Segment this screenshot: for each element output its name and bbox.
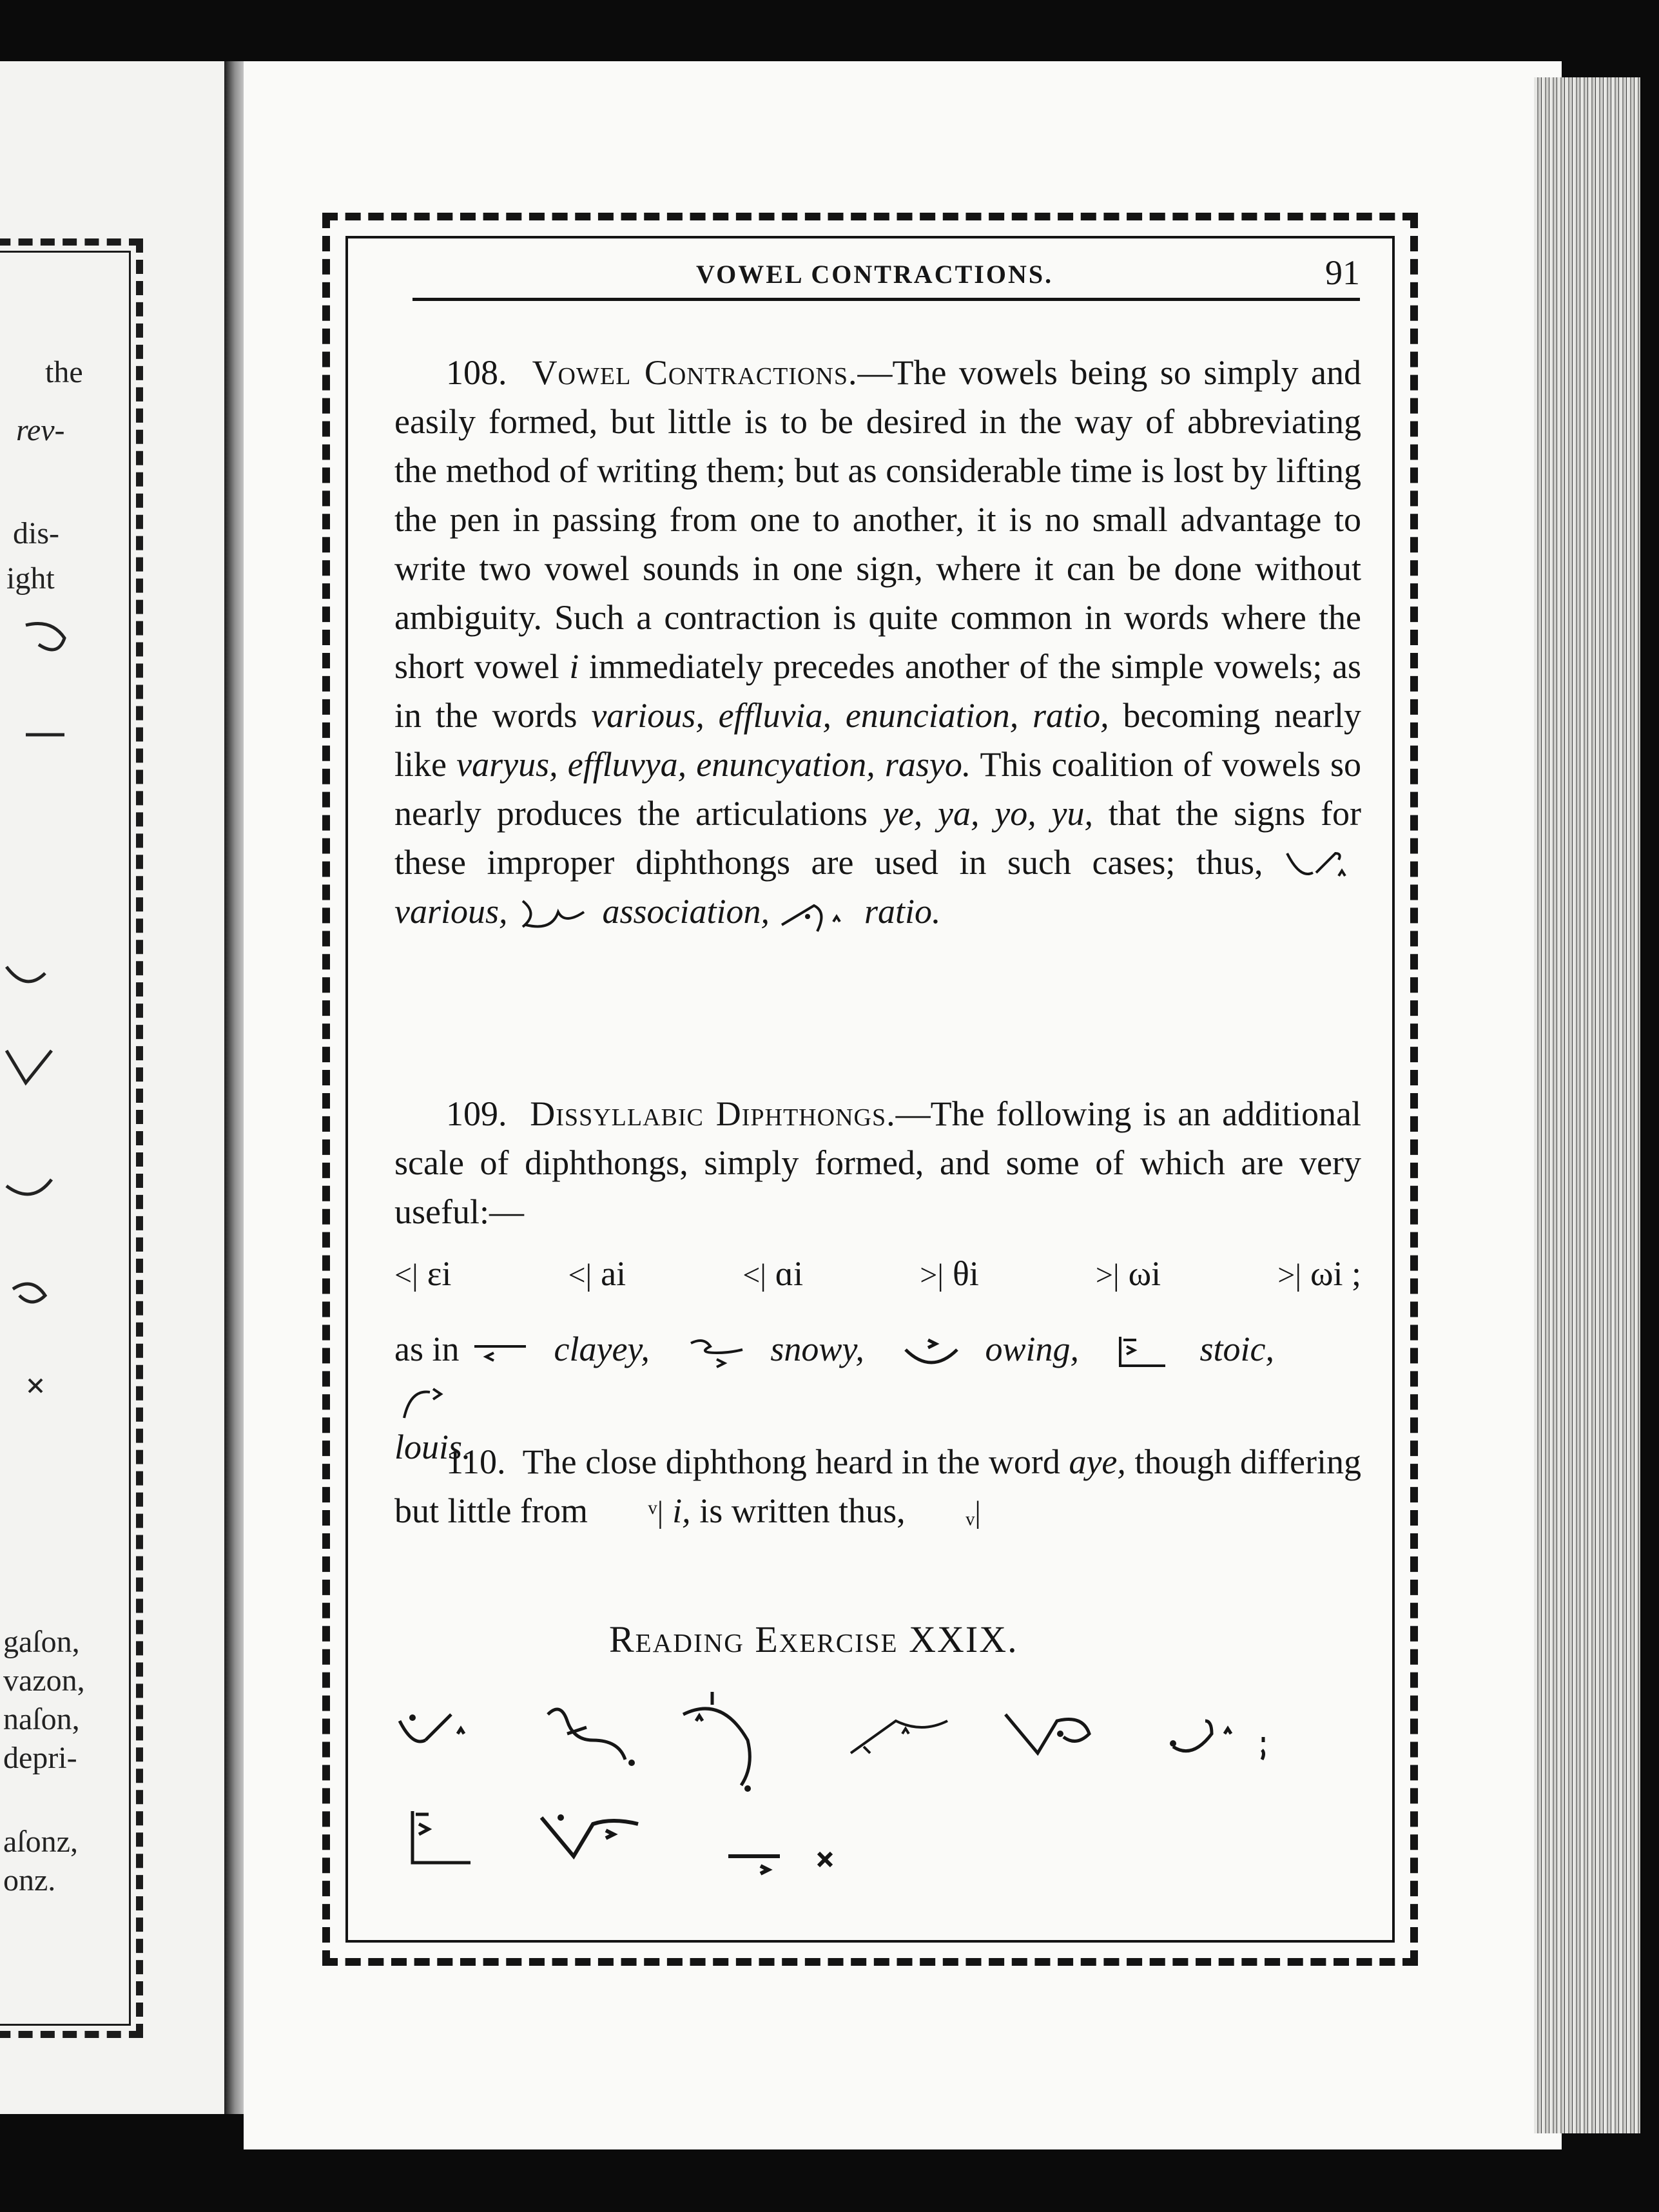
exercise-outline-icon	[541, 1702, 651, 1785]
exercise-shorthand-row	[387, 1689, 1321, 1818]
page-number: 91	[1325, 253, 1360, 292]
running-header	[412, 240, 1360, 301]
paragraph-110	[394, 1437, 1361, 1537]
exercise-title: Reading Exercise XXIX.	[609, 1618, 1018, 1660]
shorthand-louis-icon	[394, 1382, 472, 1421]
paragraph-108-text: 108. Vowel Contractions.—The vowels being so simply and easily formed, but little is to be desired in the way of abbreviating the method of writing them; but as considerable time is lost by lifting the pen in passing from one to another, it is no small advantage to write two vowel sounds in one sign, where it can be done without ambiguity. Such a contraction is quite common in words where the short vowel i immediately precedes another of the simple vowels; as in the words various, effluvia, enunciation, ratio, becoming nearly like varyus, effluvya, enuncyation, rasyo. This coalition of vowels so nearly produces the articulations ye, ya, yo, yu, that the signs for these improper diphthongs are used in such cases; thus, various, association, ratio.	[394, 348, 1361, 936]
exercise-outline-icon	[677, 1689, 773, 1818]
diphthong-item: >| ωi ;	[1277, 1254, 1361, 1293]
left-fragment: onz.	[3, 1863, 56, 1897]
exercise-outline-icon	[1160, 1708, 1276, 1772]
diphthong-sign-icon: <|	[568, 1258, 592, 1292]
left-fragment: ight	[6, 561, 55, 596]
shorthand-ratio-icon	[779, 896, 856, 935]
left-fragment: depri-	[3, 1741, 77, 1775]
exercise-outline-icon	[400, 1805, 483, 1876]
exercise-outline-icon	[999, 1708, 1102, 1779]
header-title: VOWEL CONTRACTIONS.	[696, 260, 1054, 289]
exercise-outline-icon	[844, 1708, 960, 1772]
section-heading: Vowel Contractions.	[532, 353, 858, 392]
exercise-shorthand-row	[387, 1805, 1321, 1934]
left-page-shorthand	[0, 606, 90, 1444]
paragraph-110-text: 110. The close diphthong heard in the word aye, though differing but little from ᵛ| i, is written thus, ᵥ|	[394, 1437, 1361, 1537]
page-edges	[1534, 77, 1640, 2133]
close-diphthong-sign-icon: ᵛ|	[648, 1495, 664, 1529]
shorthand-various-icon	[1284, 847, 1361, 886]
left-fragment: dis-	[13, 516, 59, 550]
left-fragment: gaſon,	[3, 1625, 80, 1659]
left-fragment: aſonz,	[3, 1825, 78, 1859]
diphthong-sign-icon: <|	[394, 1258, 418, 1292]
exercise-outline-icon	[393, 1702, 477, 1772]
section-heading: Dissyllabic Diphthongs.	[530, 1094, 896, 1133]
paragraph-109	[394, 1089, 1361, 1236]
diphthong-sign-icon: <|	[742, 1258, 766, 1292]
diphthong-sign-icon: >|	[1095, 1258, 1120, 1292]
shorthand-association-icon	[516, 896, 594, 935]
diphthong-item: <| ɑi	[742, 1254, 804, 1293]
paragraph-109-examples: as in clayey, snowy, owing, stoic, louis.	[394, 1330, 1274, 1466]
diphthong-item: <| ai	[568, 1254, 626, 1293]
diphthong-item: >| θi	[920, 1254, 979, 1293]
left-fragment: naſon,	[3, 1702, 80, 1736]
diphthong-sign-icon: >|	[1277, 1258, 1301, 1292]
shorthand-snowy-icon	[684, 1334, 762, 1372]
shorthand-owing-icon	[899, 1334, 976, 1372]
paragraph-108	[394, 348, 1361, 936]
shorthand-stoic-icon	[1114, 1334, 1191, 1372]
exercise-outline-icon	[722, 1837, 838, 1895]
diphthong-scale	[394, 1254, 1361, 1294]
diphthong-item: <| ɛi	[394, 1254, 452, 1293]
diphthong-item: >| ωi	[1095, 1254, 1161, 1293]
aye-sign-icon: ᵥ|	[965, 1495, 981, 1529]
paragraph-109-text: 109. Dissyllabic Diphthongs.—The following is an additional scale of diphthongs, simply formed, and some of which are very useful:—	[394, 1094, 1362, 1231]
left-fragment: vazon,	[3, 1664, 85, 1698]
left-fragment: the	[45, 355, 83, 389]
shorthand-clayey-icon	[468, 1334, 545, 1372]
diphthong-sign-icon: >|	[920, 1258, 944, 1292]
exercise-outline-icon	[535, 1805, 651, 1876]
left-fragment: rev-	[16, 413, 65, 447]
